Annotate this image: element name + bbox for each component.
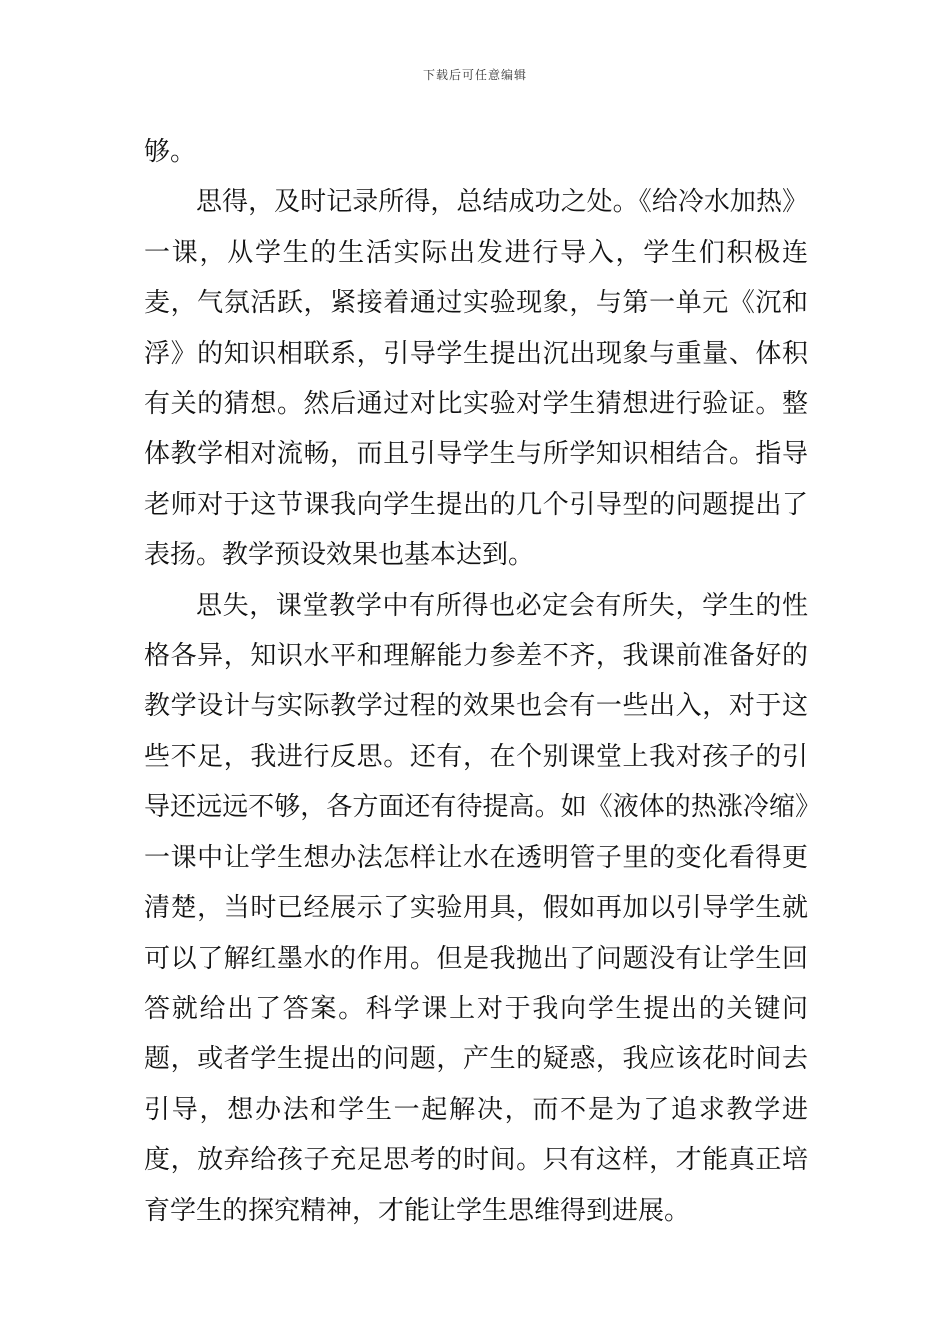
paragraph-gains: 思得，及时记录所得，总结成功之处。《给冷水加热》一课，从学生的生活实际出发进行导入，学生们积极连麦，气氛活跃，紧接着通过实验现象，与第一单元《沉和浮》的知识相联系，引导学生提出沉出现象与重量、体积有关的猜想。然后通过对比实验对学生猜想进行验证。整体教学相对流畅，而且引导学生与所学知识相结合。指导老师对于这节课我向学生提出的几个引导型的问题提出了表扬。教学预设效果也基本达到。 xyxy=(144,187,808,571)
paragraph-continuation: 够。 xyxy=(144,137,197,167)
page-header: 下载后可任意编辑 xyxy=(422,68,527,82)
document-body xyxy=(144,127,808,1236)
paragraph-losses: 思失，课堂教学中有所得也必定会有所失，学生的性格各异，知识水平和理解能力参差不齐，我课前准备好的教学设计与实际教学过程的效果也会有一些出入，对于这些不足，我进行反思。还有，在个别课堂上我对孩子的引导还远远不够，各方面还有待提高。如《液体的热涨冷缩》一课中让学生想办法怎样让水在透明管子里的变化看得更清楚，当时已经展示了实验用具，假如再加以引导学生就可以了解红墨水的作用。但是我抛出了问题没有让学生回答就给出了答案。科学课上对于我向学生提出的关键问题，或者学生提出的问题，产生的疑惑，我应该花时间去引导，想办法和学生一起解决，而不是为了追求教学进度，放弃给孩子充足思考的时间。只有这样，才能真正培育学生的探究精神，才能让学生思维得到进展。 xyxy=(144,590,808,1226)
